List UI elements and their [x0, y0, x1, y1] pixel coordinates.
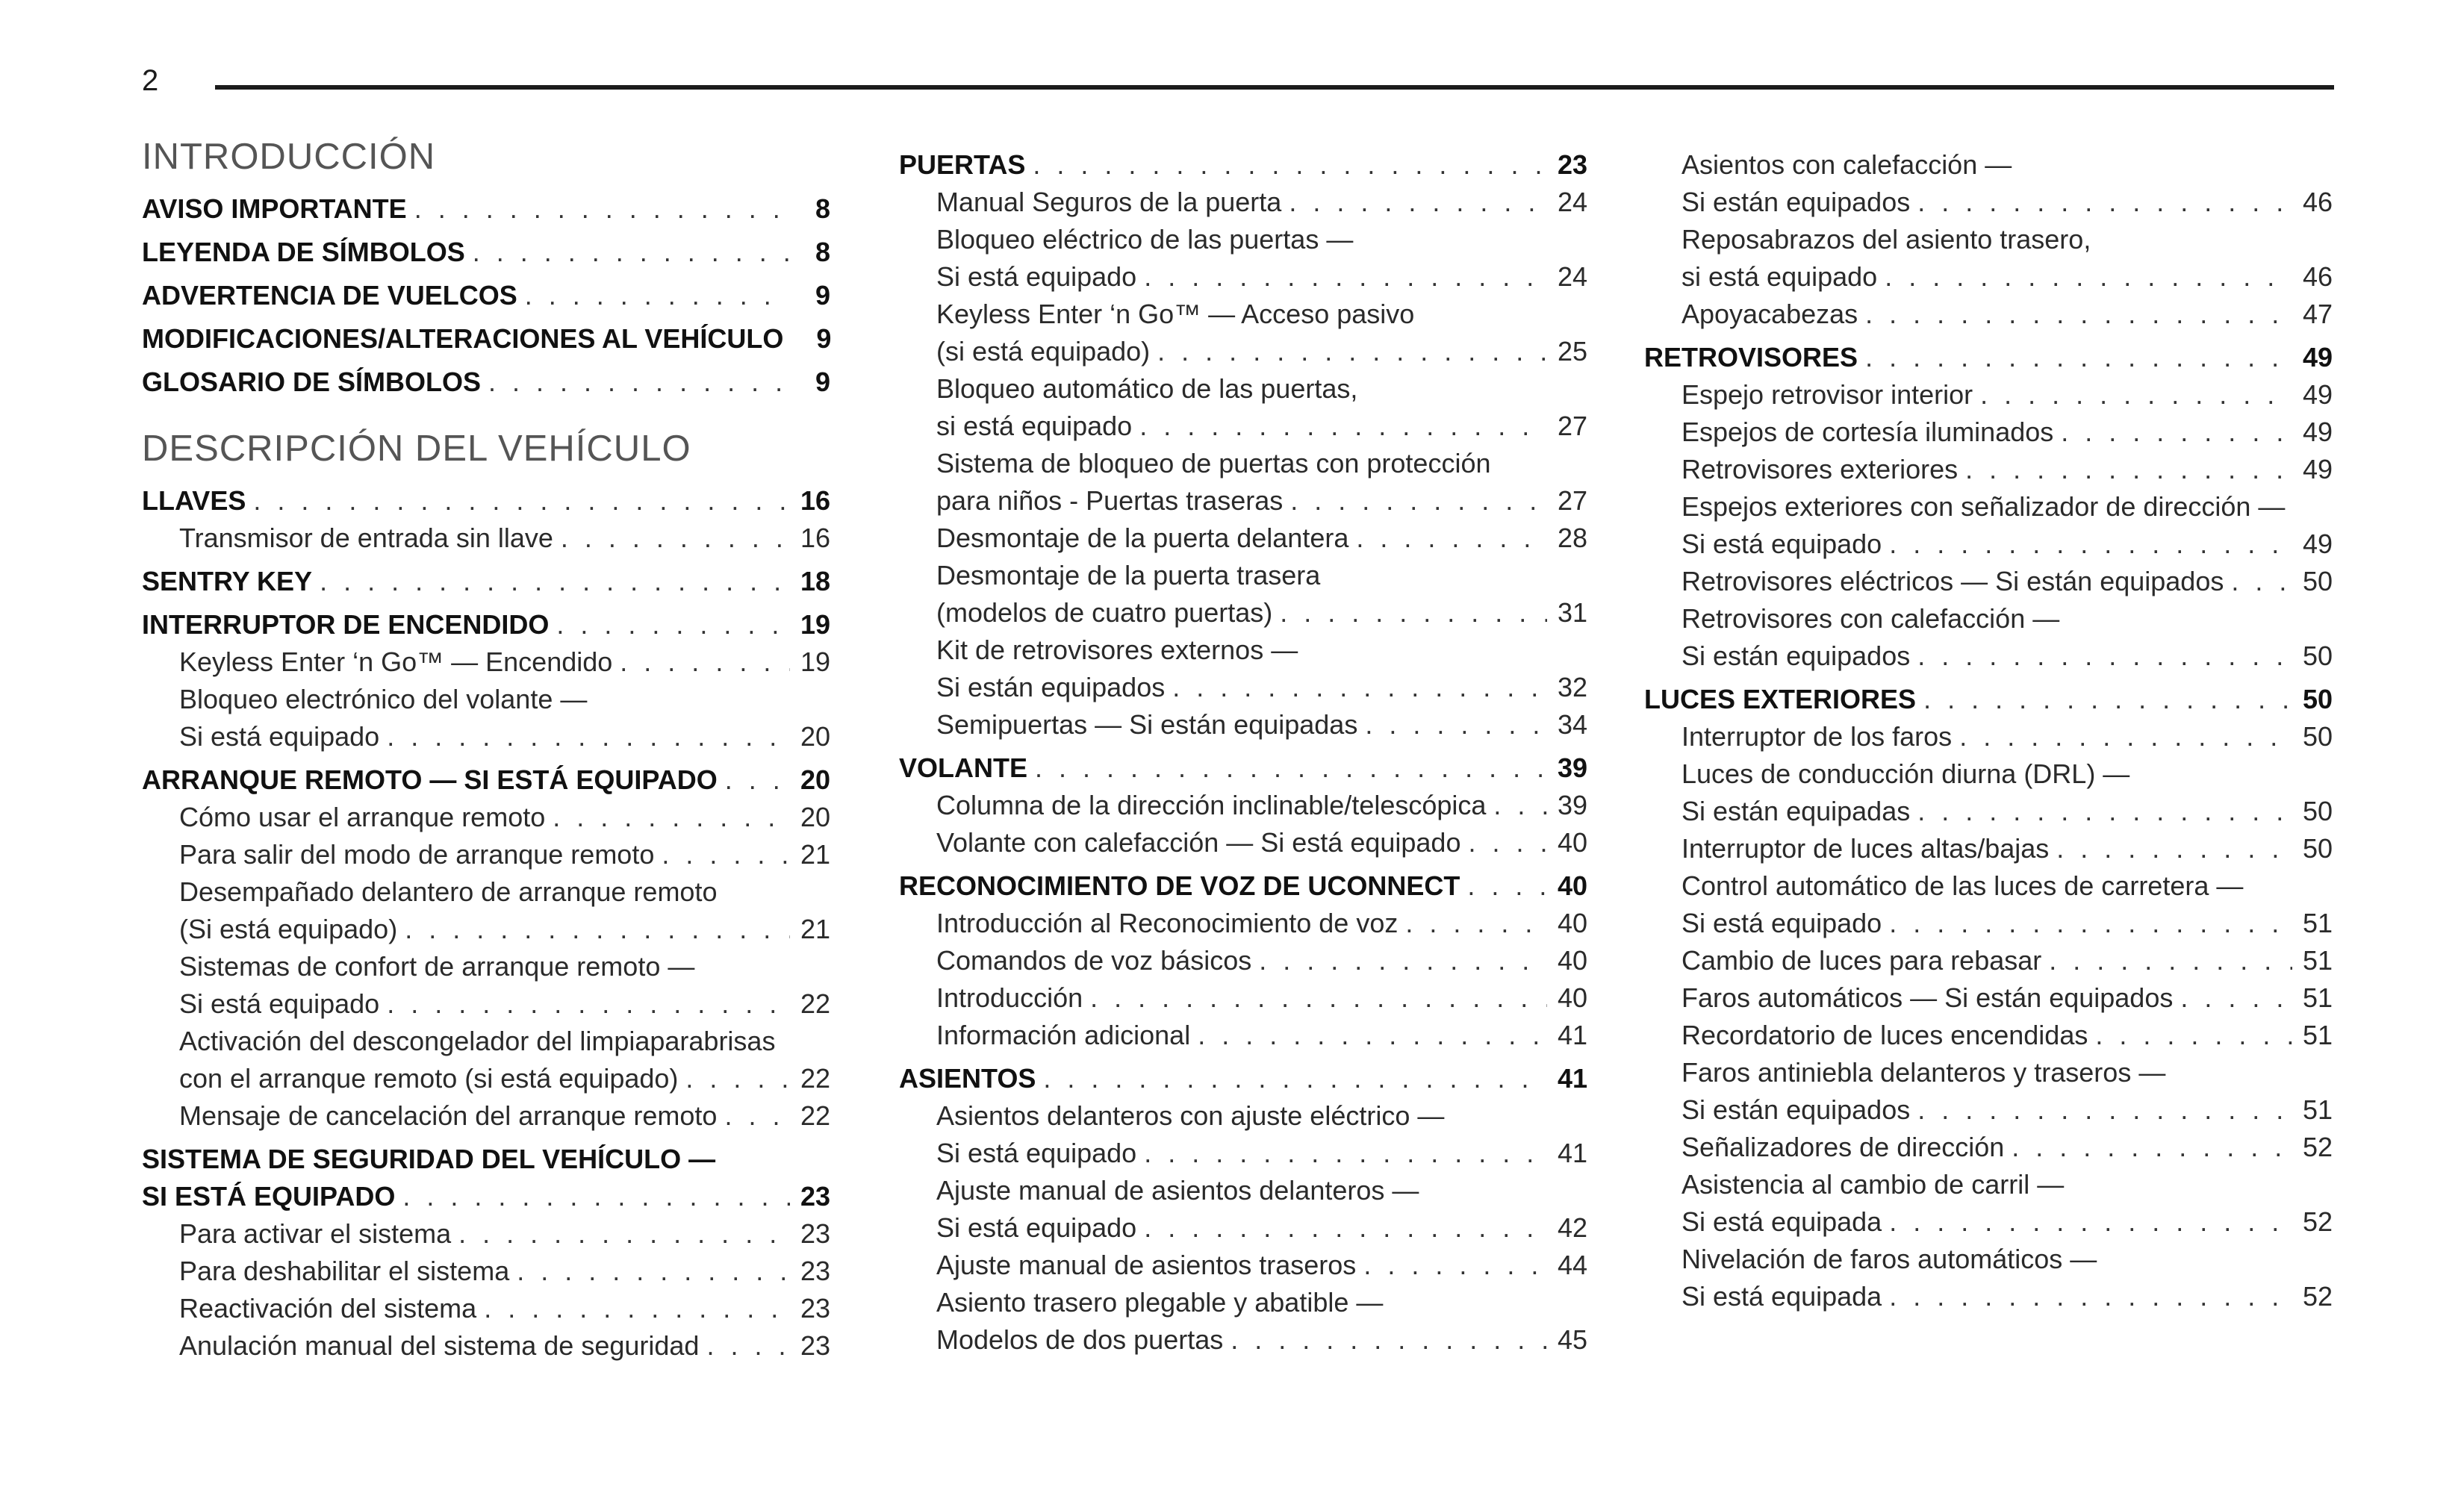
toc-subentry-line[interactable]: Kit de retrovisores externos — — [936, 635, 1298, 665]
toc-subentry[interactable]: Si está equipada . . . 52 — [1644, 1278, 2333, 1315]
toc-subentry[interactable]: Introducción al Reconocimiento de voz . . . 40 — [899, 905, 1587, 942]
toc-subentry-line[interactable]: Asientos con calefacción — — [1681, 149, 2012, 180]
toc-entry[interactable]: GLOSARIO DE SÍMBOLOS . . . 9 — [142, 364, 830, 401]
toc-subentry-line[interactable]: Asiento trasero plegable y abatible — — [936, 1287, 1384, 1318]
toc-subentry-line[interactable]: Asistencia al cambio de carril — — [1681, 1169, 2065, 1200]
toc-subentry-line[interactable]: Retrovisores con calefacción — — [1681, 603, 2060, 634]
toc-entry[interactable]: VOLANTE . . . 39 — [899, 749, 1587, 787]
toc-subentry[interactable]: Si están equipados . . . 46 — [1644, 184, 2333, 221]
toc-subentry[interactable]: Recordatorio de luces encendidas . . . 51 — [1644, 1017, 2333, 1054]
toc-subentry[interactable]: Si está equipado . . . 24 — [899, 258, 1587, 296]
toc-subentry-line[interactable]: Reposabrazos del asiento trasero, — [1681, 224, 2091, 255]
toc-subentry[interactable]: Para activar el sistema . . . 23 — [142, 1215, 830, 1253]
toc-subentry-line[interactable]: Sistema de bloqueo de puertas con protección — [936, 448, 1491, 479]
toc-subentry[interactable]: Introducción . . . 40 — [899, 979, 1587, 1017]
toc-subentry[interactable]: Si están equipados . . . 50 — [1644, 638, 2333, 675]
toc-subentry[interactable]: Si está equipada . . . 52 — [1644, 1203, 2333, 1241]
toc-entry[interactable]: LLAVES . . . 16 — [142, 482, 830, 520]
toc-entry[interactable]: PUERTAS . . . 23 — [899, 146, 1587, 184]
toc-entry[interactable]: LEYENDA DE SÍMBOLOS . . . 8 — [142, 234, 830, 271]
toc-subentry[interactable]: Si están equipados . . . 51 — [1644, 1091, 2333, 1129]
toc-subentry[interactable]: (si está equipado) . . . 25 — [899, 333, 1587, 370]
toc-subentry[interactable]: Para salir del modo de arranque remoto . . . 21 — [142, 836, 830, 873]
toc-subentry-line[interactable]: Desmontaje de la puerta trasera — [936, 560, 1321, 590]
toc-subentry[interactable]: (modelos de cuatro puertas) . . . 31 — [899, 594, 1587, 632]
toc-subentry[interactable]: para niños - Puertas traseras . . . 27 — [899, 482, 1587, 520]
toc-subentry[interactable]: Si está equipado . . . 42 — [899, 1209, 1587, 1247]
toc-subentry[interactable]: Si está equipado . . . 41 — [899, 1135, 1587, 1172]
toc-subentry[interactable]: Interruptor de los faros . . . 50 — [1644, 718, 2333, 755]
toc-subentry-line[interactable]: Bloqueo eléctrico de las puertas — — [936, 224, 1354, 255]
toc-subentry[interactable]: Si están equipadas . . . 50 — [1644, 793, 2333, 830]
toc-subentry-line[interactable]: Ajuste manual de asientos delanteros — — [936, 1175, 1419, 1206]
toc-column-3 — [1644, 146, 2333, 1315]
toc-column-2 — [899, 146, 1587, 1359]
toc-entry[interactable]: MODIFICACIONES/ALTERACIONES AL VEHÍCULO 9 — [142, 323, 832, 354]
toc-subentry[interactable]: Columna de la dirección inclinable/telescópica . . . 39 — [899, 787, 1587, 824]
toc-subentry[interactable]: si está equipado . . . 27 — [899, 408, 1587, 445]
toc-entry[interactable]: AVISO IMPORTANTE . . . 8 — [142, 190, 830, 228]
toc-subentry[interactable]: (Si está equipado) . . . 21 — [142, 911, 830, 948]
toc-entry[interactable]: SI ESTÁ EQUIPADO . . . 23 — [142, 1178, 830, 1215]
toc-subentry-line[interactable]: Bloqueo electrónico del volante — — [179, 684, 588, 714]
toc-subentry[interactable]: Anulación manual del sistema de seguridad . . . 23 — [142, 1327, 830, 1365]
toc-entry[interactable]: RETROVISORES . . . 49 — [1644, 339, 2333, 376]
toc-entry[interactable]: ARRANQUE REMOTO — SI ESTÁ EQUIPADO . . . 20 — [142, 761, 830, 799]
toc-entry[interactable]: INTERRUPTOR DE ENCENDIDO . . . 19 — [142, 606, 830, 643]
toc-subentry[interactable]: Si está equipado . . . 20 — [142, 718, 830, 755]
toc-subentry-line[interactable]: Desempañado delantero de arranque remoto — [179, 876, 718, 907]
toc-subentry[interactable]: Cambio de luces para rebasar . . . 51 — [1644, 942, 2333, 979]
toc-subentry[interactable]: Manual Seguros de la puerta . . . 24 — [899, 184, 1587, 221]
toc-subentry[interactable]: Espejos de cortesía iluminados . . . 49 — [1644, 414, 2333, 451]
toc-entry[interactable]: SENTRY KEY . . . 18 — [142, 563, 830, 600]
toc-subentry[interactable]: Desmontaje de la puerta delantera . . . 28 — [899, 520, 1587, 557]
toc-entry[interactable]: ASIENTOS . . . 41 — [899, 1060, 1587, 1097]
header-rule — [215, 85, 2334, 90]
toc-subentry[interactable]: Mensaje de cancelación del arranque remoto . . . 22 — [142, 1097, 830, 1135]
toc-entry[interactable]: ADVERTENCIA DE VUELCOS . . . 9 — [142, 277, 830, 314]
toc-subentry-line[interactable]: Sistemas de confort de arranque remoto — — [179, 951, 695, 982]
toc-subentry[interactable]: Retrovisores eléctricos — Si están equipados . . . 50 — [1644, 563, 2333, 600]
toc-subentry[interactable]: Volante con calefacción — Si está equipado . . . 40 — [899, 824, 1587, 861]
toc-subentry[interactable]: Interruptor de luces altas/bajas . . . 50 — [1644, 830, 2333, 867]
toc-subentry[interactable]: Información adicional . . . 41 — [899, 1017, 1587, 1054]
toc-subentry-line[interactable]: Luces de conducción diurna (DRL) — — [1681, 758, 2130, 789]
toc-subentry[interactable]: Keyless Enter ‘n Go™ — Encendido . . . 19 — [142, 643, 830, 681]
toc-subentry[interactable]: Si está equipado . . . 51 — [1644, 905, 2333, 942]
toc-entry-line[interactable]: SISTEMA DE SEGURIDAD DEL VEHÍCULO — — [142, 1144, 716, 1174]
toc-subentry[interactable]: Si están equipados . . . 32 — [899, 669, 1587, 706]
toc-subentry-line[interactable]: Activación del descongelador del limpiaparabrisas — [179, 1026, 776, 1056]
toc-subentry-line[interactable]: Keyless Enter ‘n Go™ — Acceso pasivo — [936, 299, 1415, 329]
section-title-descripcion: DESCRIPCIÓN DEL VEHÍCULO — [142, 428, 691, 469]
toc-subentry[interactable]: Retrovisores exteriores . . . 49 — [1644, 451, 2333, 488]
toc-subentry-line[interactable]: Nivelación de faros automáticos — — [1681, 1244, 2097, 1274]
toc-subentry[interactable]: Espejo retrovisor interior . . . 49 — [1644, 376, 2333, 414]
toc-subentry[interactable]: Transmisor de entrada sin llave . . . 16 — [142, 520, 830, 557]
toc-subentry[interactable]: con el arranque remoto (si está equipado) . . . 22 — [142, 1060, 830, 1097]
toc-subentry-line[interactable]: Faros antiniebla delanteros y traseros — — [1681, 1057, 2166, 1088]
toc-subentry-line[interactable]: Bloqueo automático de las puertas, — [936, 373, 1358, 404]
toc-subentry[interactable]: Si está equipado . . . 49 — [1644, 526, 2333, 563]
toc-subentry[interactable]: Señalizadores de dirección . . . 52 — [1644, 1129, 2333, 1166]
toc-subentry-line[interactable]: Control automático de las luces de carretera — — [1681, 870, 2244, 901]
toc-subentry[interactable]: Reactivación del sistema . . . 23 — [142, 1290, 830, 1327]
toc-subentry[interactable]: Modelos de dos puertas . . . 45 — [899, 1321, 1587, 1359]
section-title-introduccion: INTRODUCCIÓN — [142, 137, 436, 177]
toc-entry[interactable]: RECONOCIMIENTO DE VOZ DE UCONNECT . . . 40 — [899, 867, 1587, 905]
toc-column-1 — [142, 139, 830, 1365]
toc-subentry-line[interactable]: Asientos delanteros con ajuste eléctrico — — [936, 1100, 1445, 1131]
toc-entry[interactable]: LUCES EXTERIORES . . . 50 — [1644, 681, 2333, 718]
toc-subentry[interactable]: Semipuertas — Si están equipadas . . . 34 — [899, 706, 1587, 744]
toc-subentry[interactable]: si está equipado . . . 46 — [1644, 258, 2333, 296]
toc-subentry[interactable]: Para deshabilitar el sistema . . . 23 — [142, 1253, 830, 1290]
toc-subentry[interactable]: Faros automáticos — Si están equipados . . . 51 — [1644, 979, 2333, 1017]
toc-subentry[interactable]: Apoyacabezas . . . 47 — [1644, 296, 2333, 333]
toc-subentry[interactable]: Ajuste manual de asientos traseros . . . 44 — [899, 1247, 1587, 1284]
toc-subentry-line[interactable]: Espejos exteriores con señalizador de dirección — — [1681, 491, 2286, 522]
toc-subentry[interactable]: Comandos de voz básicos . . . 40 — [899, 942, 1587, 979]
page-number: 2 — [142, 64, 159, 97]
toc-subentry[interactable]: Si está equipado . . . 22 — [142, 985, 830, 1023]
toc-subentry[interactable]: Cómo usar el arranque remoto . . . 20 — [142, 799, 830, 836]
